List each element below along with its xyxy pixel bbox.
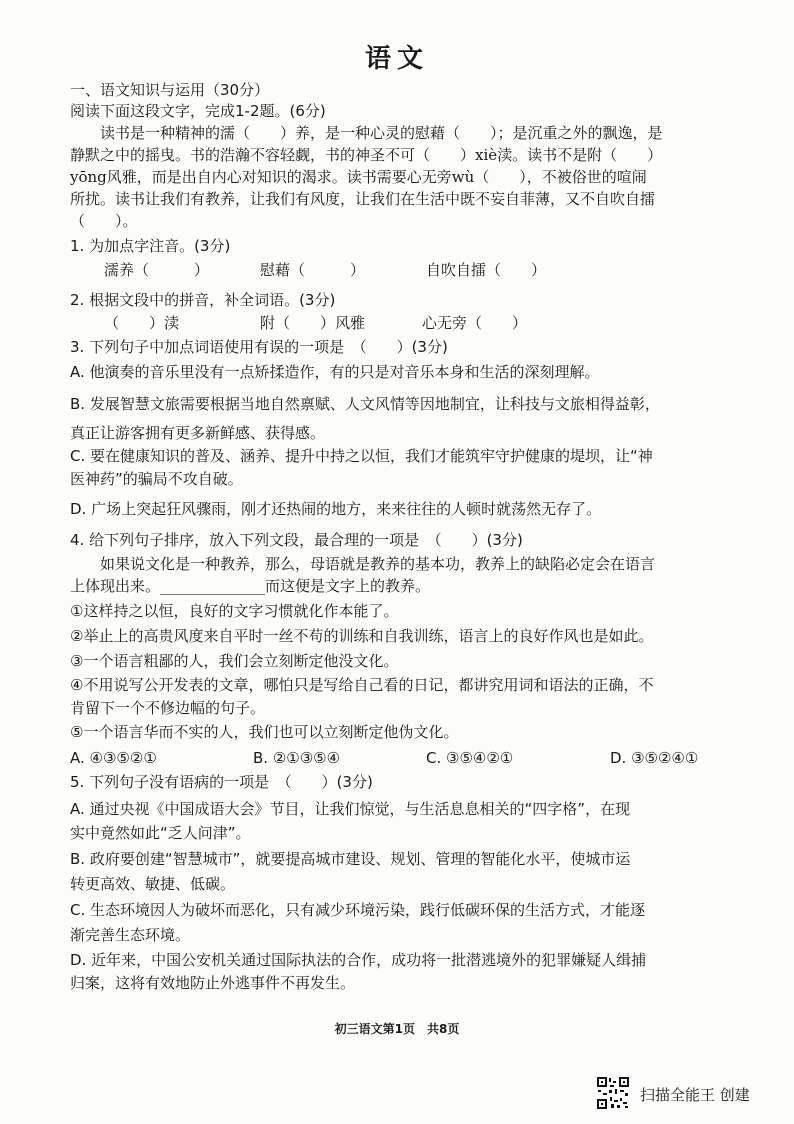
q5-option: 渐完善生态环境。 <box>70 926 191 944</box>
q1-item: 自吹自擂（ ） <box>426 261 547 279</box>
q2-stem: 2. 根据文段中的拼音，补全词语。(3分) <box>70 291 336 309</box>
qr-code-icon <box>596 1076 630 1110</box>
q5-option: 转更高效、敏捷、低碳。 <box>70 875 236 893</box>
q5-stem: 5. 下列句子没有语病的一项是 （ ）(3分) <box>70 773 373 791</box>
q4-sentence: 肯留下一个不修边幅的句子。 <box>70 699 266 717</box>
q3-option: A. 他演奏的音乐里没有一点矫揉造作，有的只是对音乐本身和生活的深刻理解。 <box>70 363 600 381</box>
q5-option: B. 政府要创建“智慧城市”，就要提高城市建设、规划、管理的智能化水平，使城市运 <box>70 850 631 868</box>
q5-option: A. 通过央视《中国成语大会》节目，让我们惊觉，与生活息息相关的“四字格”，在现 <box>70 800 631 818</box>
q3-option: 医神药”的骗局不攻自破。 <box>70 470 243 488</box>
passage-line: 静默之中的摇曳。书的浩瀚不容轻觑，书的神圣不可（ ）xiè渎。读书不是附（ ） <box>70 146 663 164</box>
q4-sentence: ②举止上的高贵风度来自平时一丝不苟的训练和自我训练，语言上的良好作风也是如此。 <box>70 627 654 645</box>
scanner-watermark: 扫描全能王 创建 <box>640 1086 750 1104</box>
q3-option: 真正让游客拥有更多新鲜感、获得感。 <box>70 424 326 442</box>
q5-option: D. 近年来，中国公安机关通过国际执法的合作，成功将一批潜逃境外的犯罪嫌疑人缉捕 <box>70 951 647 969</box>
q5-option: 实中竟然如此“乏人问津”。 <box>70 824 251 842</box>
q3-option: C. 要在健康知识的普及、涵养、提升中持之以恒，我们才能筑牢守护健康的堤坝，让“神 <box>70 447 653 465</box>
q1-item: 濡养（ ） <box>104 261 210 279</box>
q3-option: D. 广场上突起狂风骤雨，刚才还热闹的地方，来来往往的人顿时就荡然无存了。 <box>70 500 602 518</box>
q4-passage-line: 如果说文化是一种教养，那么，母语就是教养的基本功，教养上的缺陷必定会在语言 <box>100 555 656 573</box>
page-footer: 初三语文第1页 共8页 <box>334 1022 460 1036</box>
q3-option: B. 发展智慧文旅需要根据当地自然禀赋、人文风情等因地制宜，让科技与文旅相得益彰， <box>70 395 660 413</box>
passage-intro: 阅读下面这段文字，完成1-2题。(6分) <box>70 102 326 120</box>
q4-sentence: ⑤一个语言华而不实的人，我们也可以立刻断定他伪文化。 <box>70 723 459 741</box>
passage-line: 所扰。读书让我们有教养，让我们有风度，让我们在生活中既不妄自菲薄，又不自吹自擂 <box>70 190 656 208</box>
passage-line: yōng风雅，而是出自内心对知识的渴求。读书需要心无旁wù（ ），不被俗世的喧闹 <box>70 168 647 186</box>
q1-stem: 1. 为加点字注音。(3分) <box>70 237 231 255</box>
q4-choice: D. ③⑤②④① <box>610 749 699 767</box>
passage-line: 读书是一种精神的濡（ ）养，是一种心灵的慰藉（ ）；是沉重之外的飘逸，是 <box>100 124 663 142</box>
passage-line: （ ）。 <box>70 212 138 230</box>
q4-stem: 4. 给下列句子排序，放入下列文段，最合理的一项是 （ ）(3分) <box>70 531 523 549</box>
q4-choice: B. ②①③⑤④ <box>253 749 341 767</box>
page-title: 语文 <box>364 44 429 74</box>
q5-option: 归案，这将有效地防止外逃事件不再发生。 <box>70 974 356 992</box>
q4-sentence: ④不用说写公开发表的文章，哪怕只是写给自己看的日记，都讲究用词和语法的正确，不 <box>70 676 654 694</box>
q1-item: 慰藉（ ） <box>260 261 366 279</box>
q3-stem: 3. 下列句子中加点词语使用有误的一项是 （ ）(3分) <box>70 338 448 356</box>
q5-option: C. 生态环境因人为破坏而恶化，只有减少环境污染，践行低碳环保的生活方式，才能逐 <box>70 901 646 919</box>
q4-sentence: ③一个语言粗鄙的人，我们会立刻断定他没文化。 <box>70 652 399 670</box>
q4-choice: C. ③⑤④②① <box>426 749 514 767</box>
q2-item: 心无旁（ ） <box>422 314 528 332</box>
q4-sentence: ①这样持之以恒，良好的文字习惯就化作本能了。 <box>70 602 399 620</box>
q4-passage-line: 上体现出来。______________而这便是文字上的教养。 <box>70 577 431 595</box>
q4-choice: A. ④③⑤②① <box>70 749 157 767</box>
section-heading: 一、语文知识与运用（30分） <box>70 81 270 99</box>
q2-item: （ ）渎 <box>104 314 180 332</box>
q2-item: 附（ ）风雅 <box>260 314 366 332</box>
